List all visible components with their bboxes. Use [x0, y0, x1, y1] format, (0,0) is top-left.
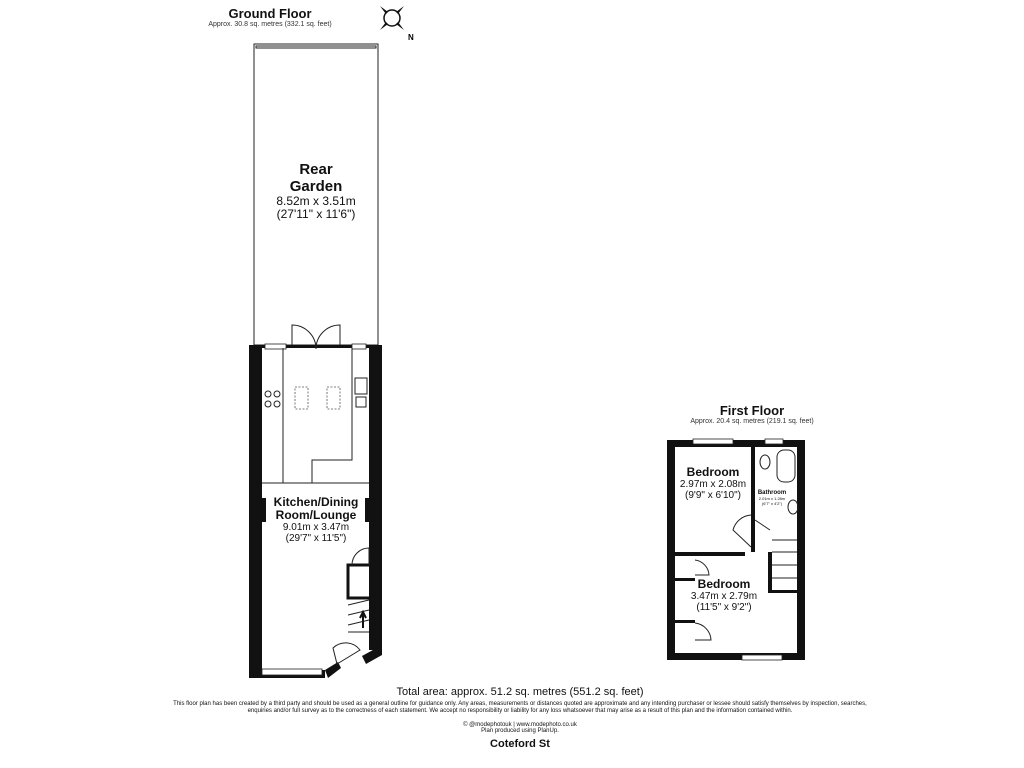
front-window [262, 669, 322, 675]
room-label-bedroom-1: Bedroom 2.97m x 2.08m (9'9" x 6'10") [679, 465, 747, 501]
street-name: Coteford St [490, 738, 550, 750]
room-label-kitchen: Kitchen/Dining Room/Lounge 9.01m x 3.47m (29'7" x 11'5") [273, 495, 359, 544]
total-area: Total area: approx. 51.2 sq. metres (551.2 sq. feet) [396, 686, 644, 698]
ground-floor-area: Approx. 30.8 sq. metres (332.1 sq. feet) [208, 21, 332, 28]
stairs-up-arrow-icon [360, 612, 366, 628]
kitchen-counters [262, 348, 369, 483]
bath-icon [777, 450, 795, 482]
table-outline [295, 387, 308, 409]
room-label-rear-garden: Rear Garden 8.52m x 3.51m (27'11" x 11'6") [276, 161, 356, 221]
first-floor-area: Approx. 20.4 sq. metres (219.1 sq. feet) [690, 418, 814, 425]
credit: © @modephotouk | www.modephoto.co.uk [463, 722, 577, 728]
compass-icon [380, 6, 404, 30]
toilet-icon [760, 455, 770, 469]
first-floor-stairs [755, 520, 797, 578]
entrance-door [333, 643, 360, 664]
footer [160, 686, 880, 750]
sink-icon [355, 378, 367, 394]
room-label-bedroom-2: Bedroom 3.47m x 2.79m (11'5" x 9'2") [690, 577, 758, 613]
hob-icon [265, 391, 280, 407]
room-label-bathroom: Bathroom 2.01m x 1.28m (6'7" x 4'2") [757, 490, 787, 506]
compass-north-label: N [408, 33, 414, 42]
table-outline [327, 387, 340, 409]
under-stairs-cupboard [348, 565, 369, 598]
produced-by: Plan produced using PlanUp. [481, 728, 559, 734]
basin-icon [788, 500, 798, 514]
ground-floor-title: Ground Floor [228, 6, 312, 21]
disclaimer: This floor plan has been created by a third party and should be used as a general outline for guidance only. Any areas, measurements or distances quoted are approximate and any intending purchaser or lessee should satisfy themselves by inspection, searches, enquiries and/or full survey as to the correctness of each statement. We accept no responsibility or liability for any loss whatsoever that may arise as a result of this plan and the information contained within. [173, 701, 867, 714]
first-floor-title: First Floor [719, 403, 785, 418]
first-floor-header [672, 403, 832, 425]
ground-floor-header [200, 6, 340, 28]
